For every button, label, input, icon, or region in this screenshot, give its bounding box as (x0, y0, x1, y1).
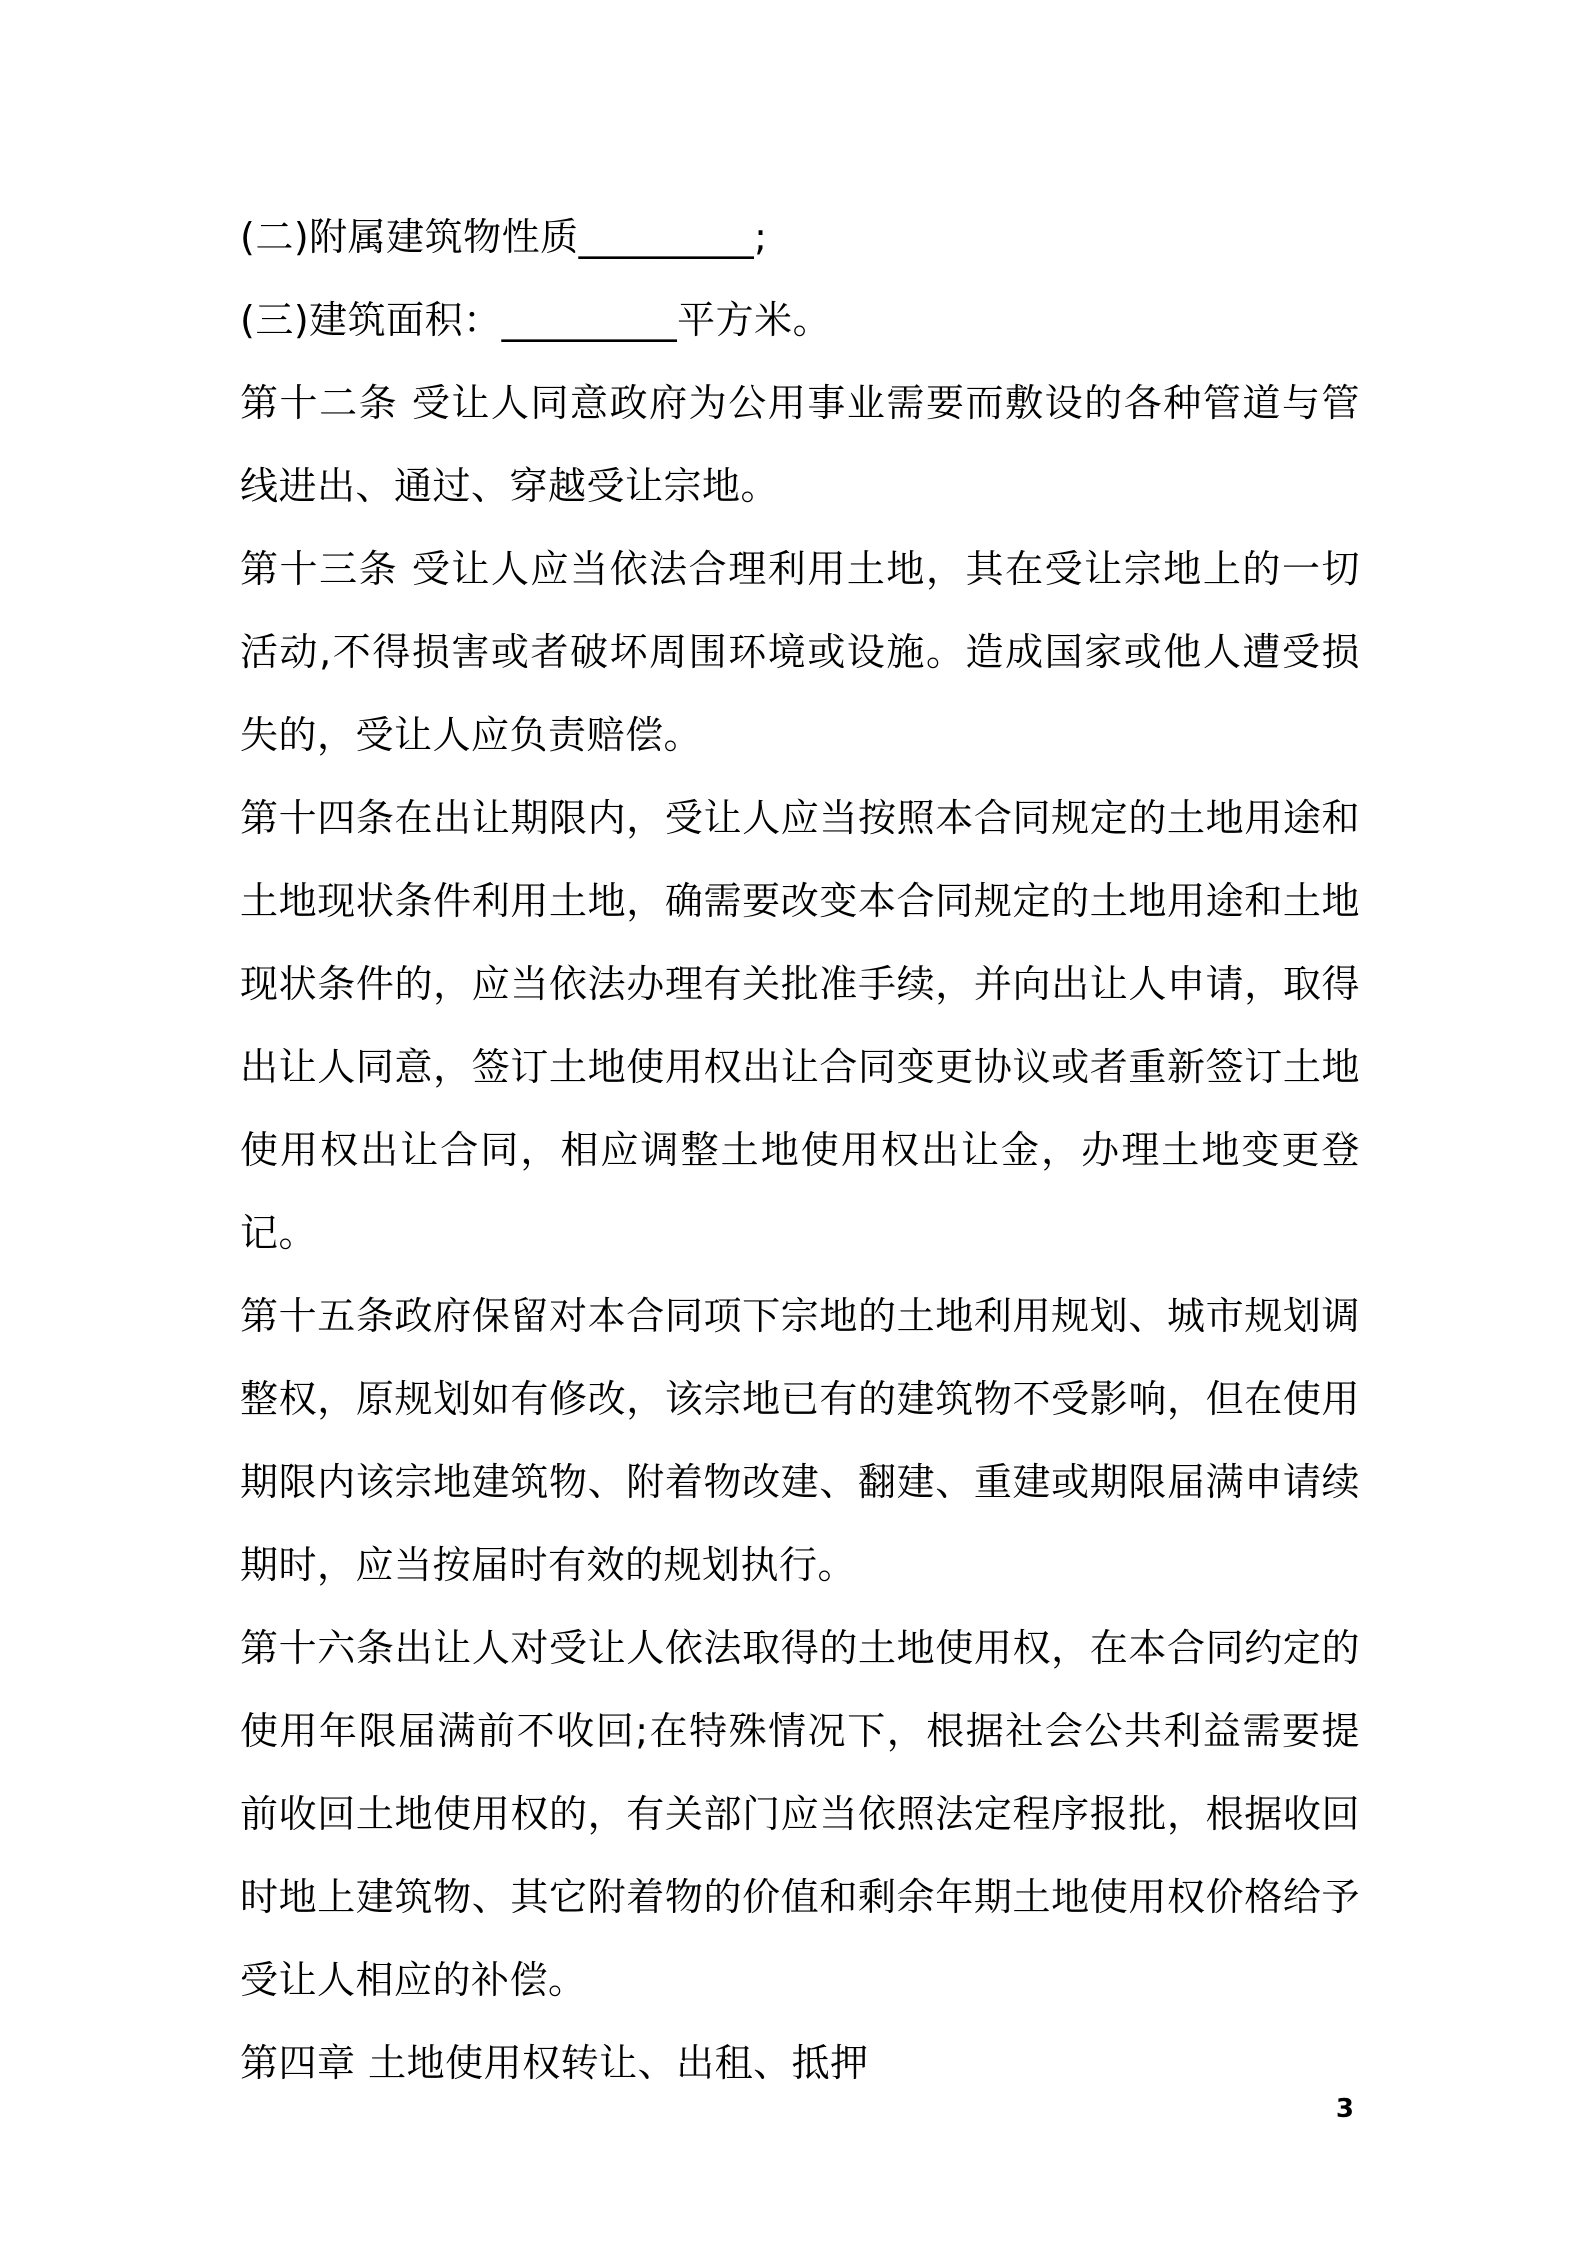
paragraph-article-16: 第十六条出让人对受让人依法取得的土地使用权，在本合同约定的使用年限届满前不收回;在特殊情况下，根据社会公共利益需要提前收回土地使用权的，有关部门应当依照法定程序报批，根据收回时地上建筑物、其它附着物的价值和剩余年期土地使用权价格给予受让人相应的补偿。 (240, 1626, 1360, 2002)
paragraph-article-12: 第十二条 受让人同意政府为公用事业需要而敷设的各种管道与管线进出、通过、穿越受让宗地。 (240, 381, 1360, 508)
chapter-4-heading: 第四章 土地使用权转让、出租、抵押 (240, 2041, 869, 2085)
page-number: 3 (1335, 2094, 1354, 2124)
paragraph-attached-building-nature: (二)附属建筑物性质_________; (240, 215, 768, 259)
paragraph-article-14: 第十四条在出让期限内，受让人应当按照本合同规定的土地用途和土地现状条件利用土地，确需要改变本合同规定的土地用途和土地现状条件的，应当依法办理有关批准手续，并向出让人申请，取得出让人同意，签订土地使用权出让合同变更协议或者重新签订土地使用权出让合同，相应调整土地使用权出让金，办理土地变更登记。 (240, 796, 1360, 1255)
paragraph-article-15: 第十五条政府保留对本合同项下宗地的土地利用规划、城市规划调整权，原规划如有修改，该宗地已有的建筑物不受影响，但在使用期限内该宗地建筑物、附着物改建、翻建、重建或期限届满申请续期时，应当按届时有效的规划执行。 (240, 1294, 1360, 1587)
document-body (240, 196, 1360, 2105)
paragraph-article-13: 第十三条 受让人应当依法合理利用土地，其在受让宗地上的一切活动,不得损害或者破坏周围环境或设施。造成国家或他人遭受损失的，受让人应负责赔偿。 (240, 547, 1360, 757)
paragraph-building-area: (三)建筑面积：_________平方米。 (240, 298, 832, 342)
